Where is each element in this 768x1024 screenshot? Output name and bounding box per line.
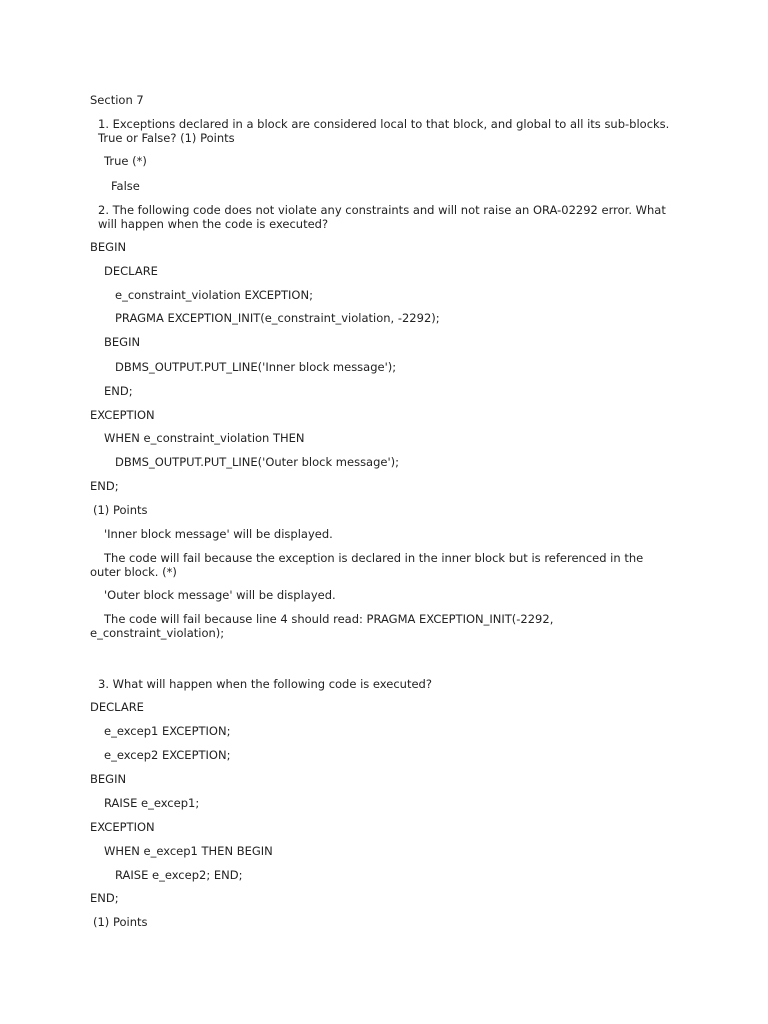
question-3-text: 3. What will happen when the following code is executed? bbox=[98, 677, 432, 691]
q2-code-line: DBMS_OUTPUT.PUT_LINE('Outer block message'); bbox=[115, 455, 400, 469]
q2-code-line: END; bbox=[104, 384, 133, 398]
q2-code-line: DECLARE bbox=[104, 264, 158, 278]
q3-code-line: DECLARE bbox=[90, 700, 144, 714]
q2-code-line: PRAGMA EXCEPTION_INIT(e_constraint_violation, -2292); bbox=[115, 311, 440, 325]
q2-option-b: The code will fail because the exception is declared in the inner block but is referenced in the outer block. (*) bbox=[90, 551, 644, 579]
q2-option-c: 'Outer block message' will be displayed. bbox=[104, 588, 336, 602]
section-title: Section 7 bbox=[90, 93, 144, 107]
q3-code-line: RAISE e_excep2; END; bbox=[115, 868, 243, 882]
q3-code-line: WHEN e_excep1 THEN BEGIN bbox=[104, 844, 273, 858]
q3-code-line: e_excep2 EXCEPTION; bbox=[104, 748, 231, 762]
q2-points: (1) Points bbox=[93, 503, 148, 517]
q2-code-line: WHEN e_constraint_violation THEN bbox=[104, 431, 305, 445]
question-2-text: 2. The following code does not violate any constraints and will not raise an ORA-02292 error. What will happen when the code is executed? bbox=[98, 203, 666, 231]
q3-code-line: END; bbox=[90, 891, 119, 905]
q2-code-line: e_constraint_violation EXCEPTION; bbox=[115, 288, 313, 302]
q2-code-line: BEGIN bbox=[104, 335, 141, 349]
q2-code-line: BEGIN bbox=[90, 240, 127, 254]
q3-code-line: e_excep1 EXCEPTION; bbox=[104, 724, 231, 738]
question-1-text: 1. Exceptions declared in a block are considered local to that block, and global to all its sub-blocks. True or False? (1) Points bbox=[98, 117, 670, 145]
q3-points: (1) Points bbox=[93, 915, 148, 929]
q2-code-line: EXCEPTION bbox=[90, 408, 155, 422]
q1-option-true: True (*) bbox=[104, 154, 147, 168]
q2-code-line: END; bbox=[90, 479, 119, 493]
q1-option-false: False bbox=[111, 179, 140, 193]
q2-code-line: DBMS_OUTPUT.PUT_LINE('Inner block message'); bbox=[115, 360, 397, 374]
q3-code-line: BEGIN bbox=[90, 772, 127, 786]
q2-option-a: 'Inner block message' will be displayed. bbox=[104, 527, 333, 541]
q3-code-line: RAISE e_excep1; bbox=[104, 796, 200, 810]
q2-option-d: The code will fail because line 4 should read: PRAGMA EXCEPTION_INIT(-2292, e_constraint_violation); bbox=[90, 612, 554, 640]
q3-code-line: EXCEPTION bbox=[90, 820, 155, 834]
